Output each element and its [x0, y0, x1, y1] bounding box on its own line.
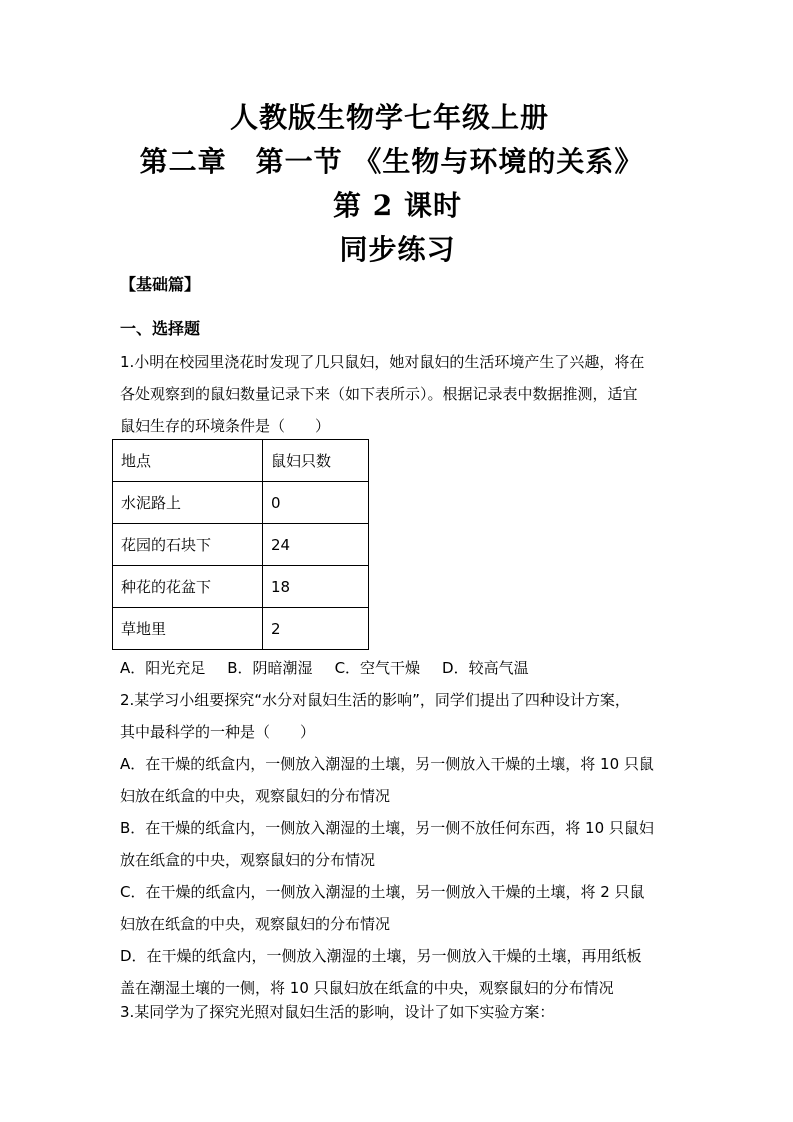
option-a: A．阳光充足 [120, 659, 206, 677]
table-row [113, 608, 369, 650]
title-lesson: 第 2 课时 [333, 189, 462, 222]
question-3-line: 3.某同学为了探究光照对鼠妇生活的影响，设计了如下实验方案： [120, 1003, 555, 1021]
question-2-line: 其中最科学的一种是（ ） [120, 723, 316, 741]
table-header-cell: 地点 [113, 440, 263, 482]
question-1 [120, 346, 680, 442]
question-2-line: 放在纸盒的中央，观察鼠妇的分布情况 [120, 851, 376, 869]
option-d: D．较高气温 [442, 659, 529, 677]
question-1-options [120, 652, 680, 684]
observation-table [112, 439, 369, 650]
question-3 [120, 996, 680, 1028]
question-2-line: D．在干燥的纸盒内，一侧放入潮湿的土壤，另一侧放入干燥的土壤，再用纸板 [120, 947, 642, 965]
table-row [113, 440, 369, 482]
table-cell: 草地里 [113, 608, 263, 650]
question-2-line: C．在干燥的纸盒内，一侧放入潮湿的土壤，另一侧放入干燥的土壤，将 2 只鼠 [120, 883, 645, 901]
question-2-line: 妇放在纸盒的中央，观察鼠妇的分布情况 [120, 915, 391, 933]
title-textbook: 人教版生物学七年级上册 [229, 101, 549, 134]
question-2-line: B．在干燥的纸盒内，一侧放入潮湿的土壤，另一侧不放任何东西，将 10 只鼠妇 [120, 819, 654, 837]
question-2 [120, 684, 680, 1004]
question-2-line: A．在干燥的纸盒内，一侧放入潮湿的土壤，另一侧放入干燥的土壤，将 10 只鼠 [120, 755, 654, 773]
table-cell: 花园的石块下 [113, 524, 263, 566]
option-c: C．空气干燥 [334, 659, 421, 677]
question-2-line: 2.某学习小组要探究“水分对鼠妇生活的影响”，同学们提出了四种设计方案， [120, 691, 630, 709]
table-cell: 水泥路上 [113, 482, 263, 524]
table-row [113, 524, 369, 566]
table-header-cell: 鼠妇只数 [263, 440, 369, 482]
section-basic: 【基础篇】 [120, 275, 201, 294]
table-cell: 18 [263, 566, 369, 608]
table-row [113, 566, 369, 608]
question-1-line: 鼠妇生存的环境条件是（ ） [120, 417, 331, 435]
question-1-line: 各处观察到的鼠妇数量记录下来（如下表所示）。根据记录表中数据推测，适宜 [120, 385, 638, 403]
table-row [113, 482, 369, 524]
question-2-line: 盖在潮湿土壤的一侧，将 10 只鼠妇放在纸盒的中央，观察鼠妇的分布情况 [120, 979, 614, 997]
table-cell: 2 [263, 608, 369, 650]
table-cell: 种花的花盆下 [113, 566, 263, 608]
title-chapter: 第二章 第一节 《生物与环境的关系》 [139, 145, 644, 178]
question-2-line: 妇放在纸盒的中央，观察鼠妇的分布情况 [120, 787, 391, 805]
option-b: B．阴暗潮湿 [227, 659, 313, 677]
table-cell: 0 [263, 482, 369, 524]
question-1-line: 1.小明在校园里浇花时发现了几只鼠妇，她对鼠妇的生活环境产生了兴趣，将在 [120, 353, 645, 371]
section-choice: 一、选择题 [120, 319, 201, 338]
document-title-block [0, 96, 793, 272]
table-cell: 24 [263, 524, 369, 566]
title-practice: 同步练习 [339, 233, 456, 266]
